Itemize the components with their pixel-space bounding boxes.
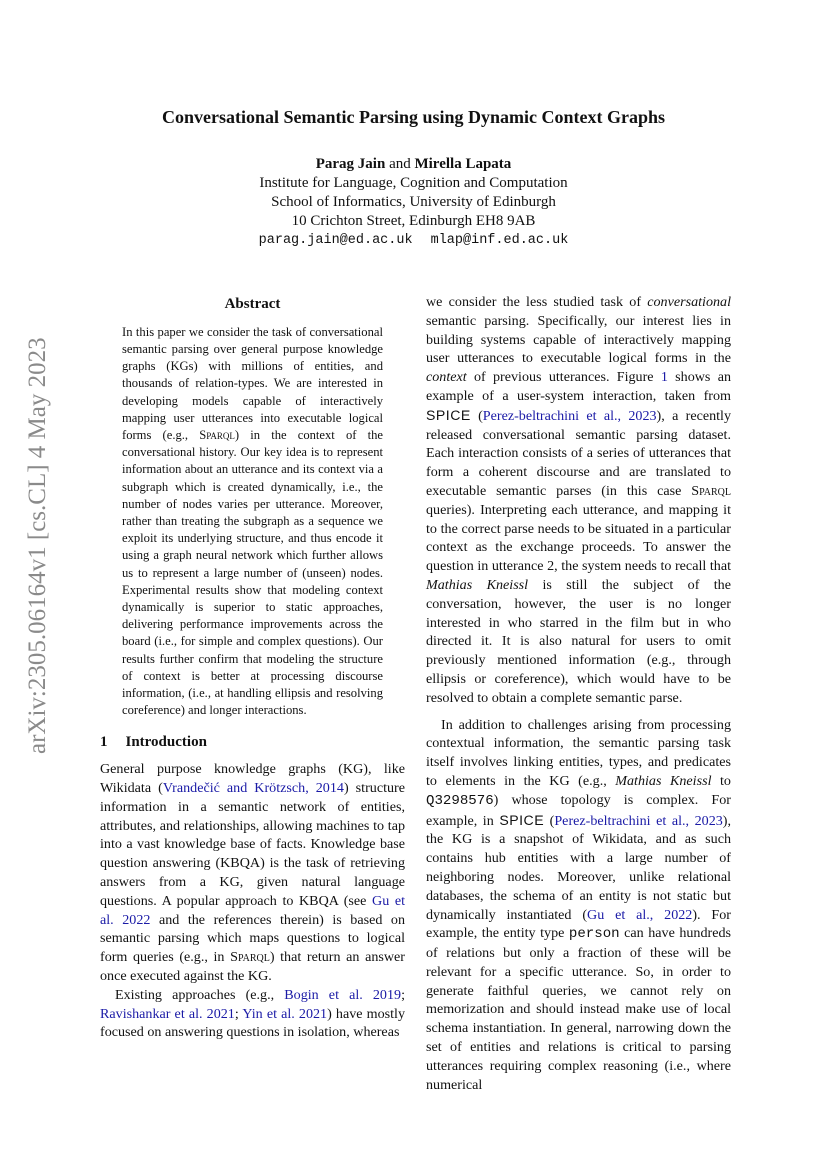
section-heading-introduction	[100, 733, 405, 752]
abstract-heading: Abstract	[224, 296, 281, 312]
citation-link[interactable]: Bogin et al. 2019	[284, 986, 402, 1003]
section-title: Introduction	[125, 734, 207, 751]
citation-link[interactable]: Perez-beltrachini et al., 2023	[554, 812, 723, 829]
citation-link[interactable]: Gu et al. 2022	[100, 892, 405, 928]
section-number: 1	[100, 734, 108, 751]
affiliation: School of Informatics, University of Edinburgh	[271, 194, 556, 210]
entity-id: Q3298576	[426, 792, 494, 809]
arxiv-identifier-stamp: arXiv:2305.06164v1 [cs.CL] 4 May 2023	[24, 337, 51, 754]
entity-name: Mathias Kneissl	[615, 772, 712, 789]
abstract-text: In this paper we consider the task of conversational semantic parsing over general purpose knowledge graphs (KGs) with millions of entities, and thousands of relation-types. We are interested in developing models capable of interactively mapping user utterances into executable logical forms (e.g., Sparql) in the context of the conversational history. Our key idea is to represent information about an utterance and its context via a subgraph which is created dynamically, i.e., the number of nodes varies per utterance. Moreover, rather than treating the subgraph as a sequence we exploit its underlying structure, and thus encode it using a graph neural network which further allows us to represent a large number of (unseen) nodes. Experimental results show that modeling context dynamically is superior to static approaches, delivering performance improvements across the board (i.e., for simple and complex questions). Our results further confirm that modeling the structure of context is better at processing discourse information, (i.e., at handling ellipsis and resolving coreference) and longer interactions.	[122, 324, 383, 718]
author-conjunction: and	[385, 156, 415, 172]
right-column	[426, 293, 731, 1094]
email-line	[0, 231, 827, 250]
author-email[interactable]: mlap@inf.ed.ac.uk	[430, 233, 569, 248]
citation-link[interactable]: Gu et al., 2022	[587, 906, 693, 923]
author-name: Parag Jain	[315, 156, 386, 172]
figure-reference-link[interactable]: 1	[660, 369, 668, 386]
entity-name: Mathias Kneissl	[426, 576, 529, 593]
citation-link[interactable]: Perez-beltrachini et al., 2023	[482, 407, 657, 424]
paper-title: Conversational Semantic Parsing using Dynamic Context Graphs	[161, 107, 665, 127]
entity-type: person	[568, 926, 620, 943]
body-paragraph: we consider the less studied task of conversational semantic parsing. Specifically, our interest lies in building systems capable of interactively mapping user utterances to executable logical forms in the context of previous utterances. Figure 1 shows an example of a user-system interaction, taken from SPICE (Perez-beltrachini et al., 2023), a recently released conversational semantic parsing dataset. Each interaction consists of a series of utterances that form a coherent discourse and are translated to executable semantic parses (in this case Sparql queries). Interpreting each utterance, and mapping it to the correct parse needs to be situated in a particular context as the exchange proceeds. To answer the question in utterance 2, the system needs to recall that Mathias Kneissl is still the subject of the conversation, however, the user is no longer interested in who starred in the film but in who directed it. It is also natural for users to omit previously mentioned information (e.g., through ellipsis or coreference), which would have to be resolved to obtain a complete semantic parse.	[426, 294, 732, 706]
citation-link[interactable]: Ravishankar et al. 2021	[100, 1005, 235, 1022]
author-name: Mirella Lapata	[414, 156, 512, 172]
left-column	[100, 293, 405, 1042]
body-paragraph: Existing approaches (e.g., Bogin et al. 2019; Ravishankar et al. 2021; Yin et al. 2021) have mostly focused on answering questions in isolation, whereas	[100, 986, 406, 1041]
dataset-name: SPICE	[426, 406, 471, 423]
body-paragraph: In addition to challenges arising from processing contextual information, the semantic parsing task itself involves linking entities, types, and predicates to elements in the KG (e.g., Mathias Kneissl to Q3298576) whose topology is complex. For example, in SPICE (Perez-beltrachini et al., 2023), the KG is a snapshot of Wikidata, and as such contains hub entities with a large number of neighboring nodes. Moreover, unlike relational databases, the schema of an entity is not static but dynamically instantiated (Gu et al., 2022). For example, the entity type person can have hundreds of relations but only a fraction of these will be relevant for a specific utterance. So, in order to generate faithful queries, we cannot rely on memorization and should instead make use of local schema instantiation. In general, narrowing down the set of entities and relations is critical to parsing utterances requiring complex reasoning (i.e., where numerical	[426, 716, 732, 1093]
author-block	[0, 155, 827, 250]
dataset-name: SPICE	[499, 811, 545, 828]
citation-link[interactable]: Vrandečić and Krötzsch, 2014	[162, 780, 344, 797]
body-paragraph: General purpose knowledge graphs (KG), like Wikidata (Vrandečić and Krötzsch, 2014) structure information in a semantic network of entities, attributes, and relationships, allowing machines to tap into a vast knowledge base of facts. Knowledge base question answering (KBQA) is the task of retrieving answers from a KG, given natural language questions. A popular approach to KBQA (see Gu et al. 2022 and the references therein) is based on semantic parsing which maps questions to logical form queries (e.g., in Sparql) that return an answer once executed against the KG.	[100, 761, 406, 985]
author-email[interactable]: parag.jain@ed.ac.uk	[258, 233, 413, 248]
affiliation: Institute for Language, Cognition and Computation	[259, 175, 568, 191]
citation-link[interactable]: Yin et al. 2021	[242, 1005, 328, 1022]
address: 10 Crichton Street, Edinburgh EH8 9AB	[291, 213, 536, 229]
author-line	[0, 155, 827, 174]
